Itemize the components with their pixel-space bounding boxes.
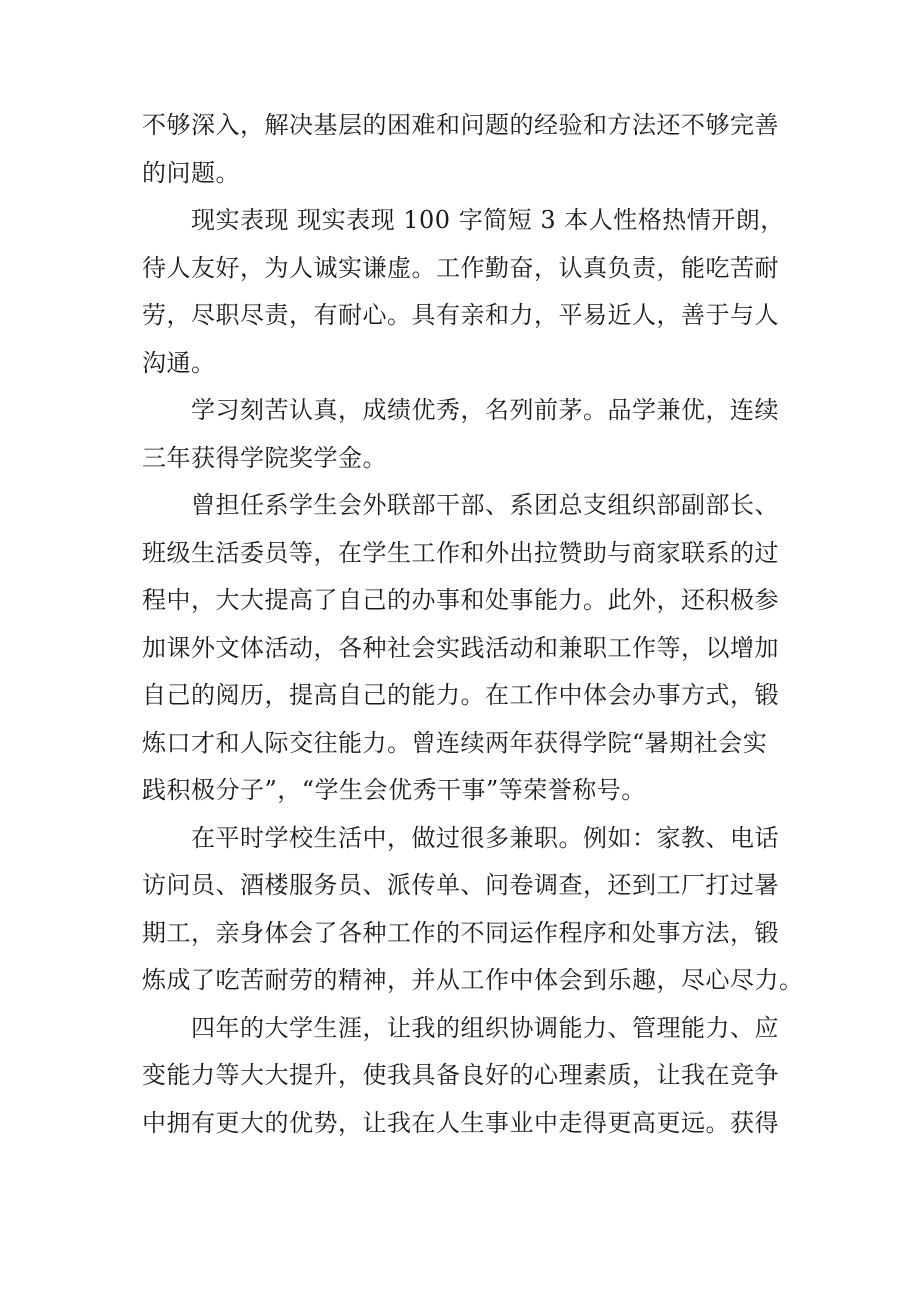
text-line-4: 待人友好，为人诚实谦虚。工作勤奋，认真负责，能吃苦耐: [142, 253, 779, 282]
text-line-21: 变能力等大大提升，使我具备良好的心理素质，让我在竞争: [142, 1061, 779, 1089]
document-body: [142, 102, 804, 1147]
text-line-16: 在平时学校生活中，做过很多兼职。例如：家教、电话: [191, 823, 779, 852]
text-line-11: 程中，大大提高了自己的办事和处事能力。此外，还积极参: [142, 586, 779, 614]
text-line-18: 期工，亲身体会了各种工作的不同运作程序和处事方法，锻: [142, 918, 779, 947]
text-line-15: 践积极分子”，“学生会优秀干事”等荣誉称号。: [142, 776, 646, 804]
text-line-20: 四年的大学生涯，让我的组织协调能力、管理能力、应: [191, 1013, 779, 1042]
text-line-22: 中拥有更大的优势，让我在人生事业中走得更高更远。获得: [142, 1108, 779, 1137]
text-line-17: 访问员、酒楼服务员、派传单、问卷调查，还到工厂打过暑: [142, 871, 779, 899]
text-line-3: 现实表现 现实表现 100 字简短 3 本人性格热情开朗，: [191, 206, 785, 234]
text-line-10: 班级生活委员等，在学生工作和外出拉赞助与商家联系的过: [142, 538, 779, 567]
text-line-1: 不够深入，解决基层的困难和问题的经验和方法还不够完善: [142, 111, 779, 139]
text-line-14: 炼口才和人际交往能力。曾连续两年获得学院“暑期社会实: [142, 728, 768, 757]
text-line-6: 沟通。: [142, 348, 216, 377]
text-line-12: 加课外文体活动，各种社会实践活动和兼职工作等，以增加: [142, 633, 779, 662]
text-line-7: 学习刻苦认真，成绩优秀，名列前茅。品学兼优，连续: [191, 396, 779, 424]
text-line-13: 自己的阅历，提高自己的能力。在工作中体会办事方式，锻: [142, 681, 779, 709]
text-line-9: 曾担任系学生会外联部干部、系团总支组织部副部长、: [191, 491, 779, 519]
text-line-5: 劳，尽职尽责，有耐心。具有亲和力，平易近人，善于与人: [142, 301, 779, 329]
text-line-8: 三年获得学院奖学金。: [142, 443, 387, 472]
text-line-2: 的问题。: [142, 158, 240, 187]
text-line-19: 炼成了吃苦耐劳的精神，并从工作中体会到乐趣，尽心尽力。: [142, 966, 804, 994]
